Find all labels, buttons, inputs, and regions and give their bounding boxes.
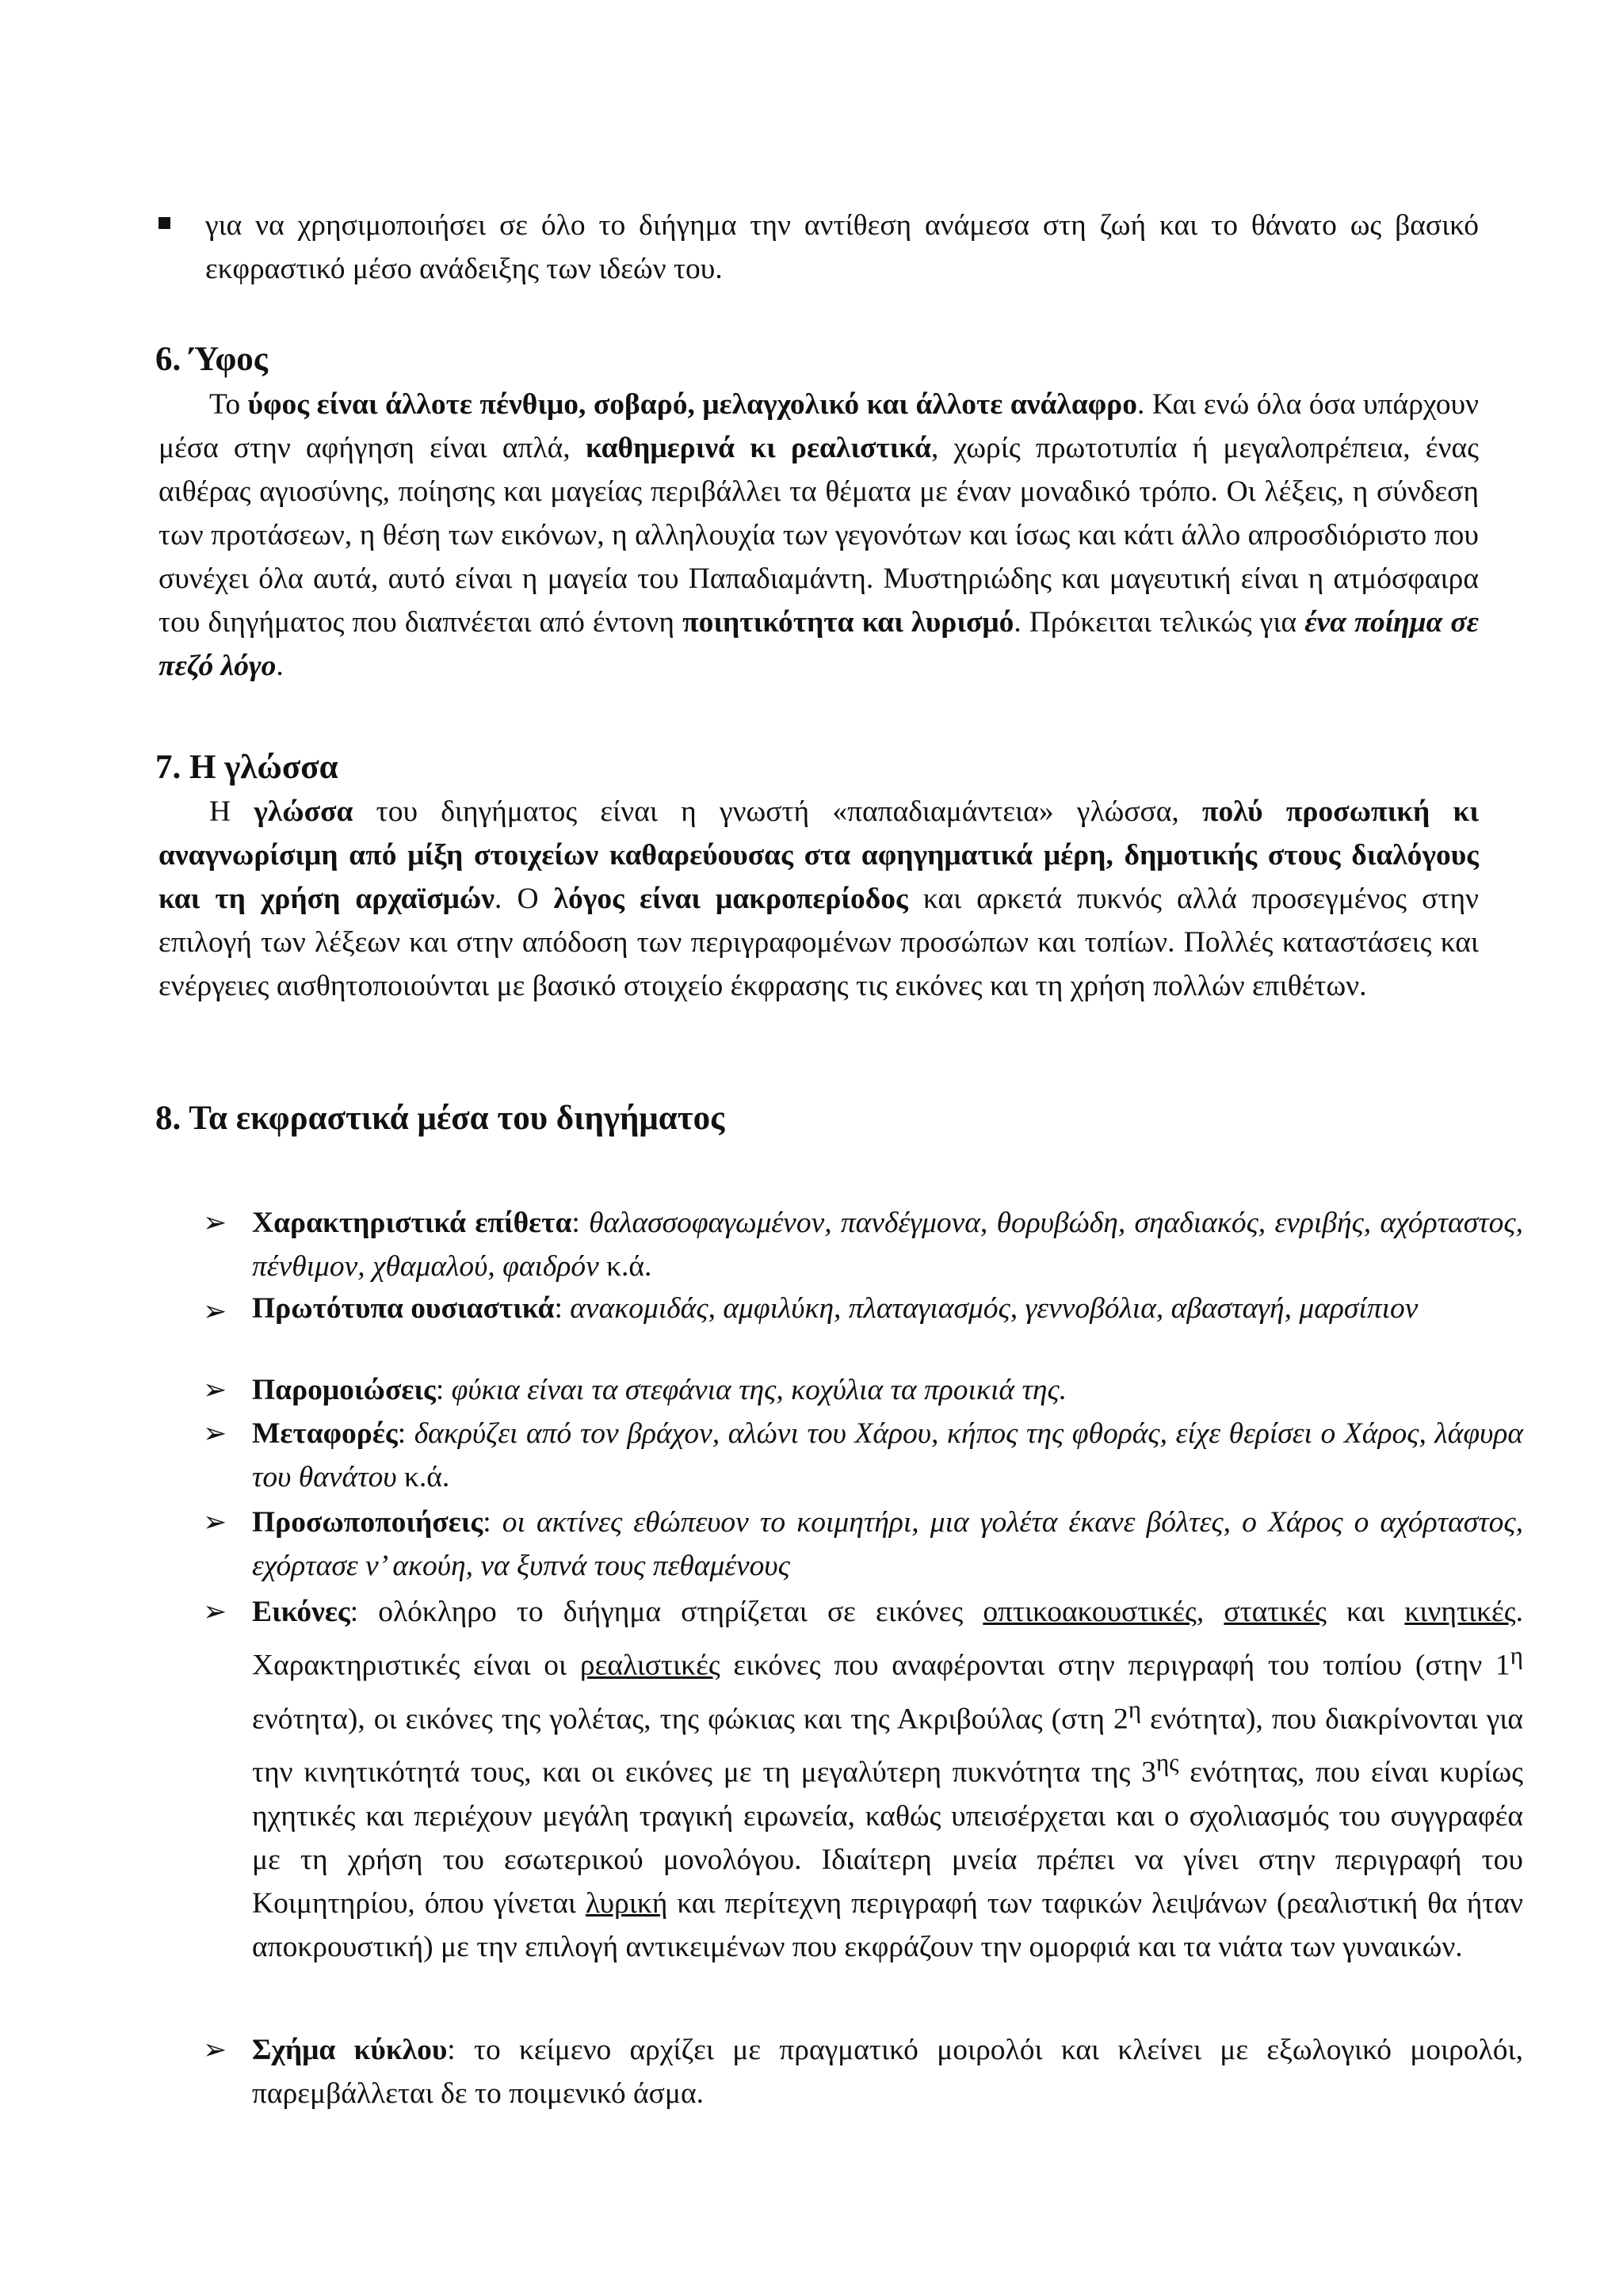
section-7-heading: 7. Η γλώσσα bbox=[155, 749, 338, 786]
top-bullet-item bbox=[158, 204, 1479, 299]
arrow-bullet-icon: ➢ bbox=[203, 1596, 227, 1628]
arrow-bullet-icon: ➢ bbox=[203, 1374, 227, 1406]
arrow-bullet-icon: ➢ bbox=[203, 1207, 227, 1239]
arrow-bullet-icon: ➢ bbox=[203, 1417, 227, 1450]
section-6-paragraph: Το ύφος είναι άλλοτε πένθιμο, σοβαρό, μελαγχολικό και άλλοτε ανάλαφρο. Και ενώ όλα όσα υπάρχουν μέσα στην αφήγηση είναι απλά, καθημερινά κι ρεαλιστικά, χωρίς πρωτοτυπία ή μεγαλοπρέπεια, ένας αιθέρας αγιοσύνης, ποίησης και μαγείας περιβάλλει τα θέματα με έναν μοναδικό τρόπο. Οι λέξεις, η σύνδεση των προτάσεων, η θέση των εικόνων, η αλληλουχία των γεγονότων και ίσως και κάτι άλλο απροσδιόριστο που συνέχει όλα αυτά, αυτό είναι η μαγεία του Παπαδιαμάντη. Μυστηριώδης και μαγευτική είναι η ατμόσφαιρα του διηγήματος που διαπνέεται από έντονη ποιητικότητα και λυρισμό. Πρόκειται τελικώς για ένα ποίημα σε πεζό λόγο. bbox=[158, 388, 1479, 682]
square-bullet-icon bbox=[158, 217, 170, 229]
arrow-bullet-icon: ➢ bbox=[203, 1506, 227, 1539]
section-7-paragraph: Η γλώσσα του διηγήματος είναι η γνωστή «παπαδιαμάντεια» γλώσσα, πολύ προσωπική κι αναγνωρίσιμη από μίξη στοιχείων καθαρεύουσας στα αφηγηματικά μέρη, δημοτικής στους διαλόγους και τη χρήση αρχαϊσμών. Ο λόγος είναι μακροπερίοδος και αρκετά πυκνός αλλά προσεγμένος στην επιλογή των λέξεων και στην απόδοση των περιγραφομένων προσώπων και τοπίων. Πολλές καταστάσεις και ενέργειες αισθητοποιούνται με βασικό στοιχείο έκφρασης τις εικόνες και τη χρήση πολλών επιθέτων. bbox=[158, 795, 1480, 1002]
section-6-heading: 6. Ύφος bbox=[155, 341, 268, 378]
arrow-bullet-icon: ➢ bbox=[203, 1295, 227, 1328]
document-page: για να χρησιμοποιήσει σε όλο το διήγημα την αντίθεση ανάμεσα στη ζωή και το θάνατο ως βασικό εκφραστικό μέσο ανάδειξης των ιδεών του. 6. Ύφος Το ύφος είναι άλλοτε πένθιμο, σοβαρό, μελαγχολικό και άλλοτε ανάλαφρο. Και ενώ όλα όσα υπάρχουν μέσα στην αφήγηση είναι απλά, καθημερινά κι ρεαλιστικά, χωρίς πρωτοτυπία ή μεγαλοπρέπεια, ένας αιθέρας αγιοσύνης, ποίησης και μαγείας περιβάλλει τα θέματα με έναν μοναδικό τρόπο. Οι λέξεις, η σύνδεση των προτάσεων, η θέση των εικόνων, η αλληλουχία των γεγονότων και ίσως και κάτι άλλο απροσδιόριστο που συνέχει όλα αυτά, αυτό είναι η μαγεία του Παπαδιαμάντη. Μυστηριώδης και μαγευτική είναι η ατμόσφαιρα του διηγήματος που διαπνέεται από έντονη ποιητικότητα και λυρισμό. Πρόκειται τελικώς για ένα ποίημα σε πεζό λόγο. 7. Η γλώσσα Η γλώσσα του διηγήματος είναι η γνωστή «παπαδιαμάντεια» γλώσσα, πολύ προσωπική κι αναγνωρίσιμη από μίξη στοιχείων καθαρεύουσας στα αφηγηματικά μέρη, δημοτικής στους διαλόγους και τη χρήση αρχαϊσμών. Ο λόγος είναι μακροπερίοδος και αρκετά πυκνός αλλά προσεγμένος στην επιλογή των λέξεων και στην απόδοση των περιγραφομένων προσώπων και τοπίων. Πολλές καταστάσεις και ενέργειες αισθητοποιούνται με βασικό στοιχείο έκφρασης τις εικόνες και τη χρήση πολλών επιθέτων. 8. Τα εκφραστικά μέσα του διηγήματος ➢ Χαρακτηριστικά επίθετα: θαλασσοφαγωμένον, πανδέγμονα, θορυβώδη, σηαδιακός, ενριβής, αχόρταστος, πένθιμον, χθαμαλού, φαιδρόν κ.ά. ➢ Πρωτότυπα ουσιαστικά: ανακομιδάς, αμφιλύκη, πλαταγιασμός, γεννοβόλια, αβασταγή, μαρσίπιον ➢ Παρομοιώσεις: φύκια είναι τα στεφάνια της, κοχύλια τα προικιά της. ➢ Μεταφορές: δακρύζει από τον βράχον, αλώνι του Χάρου, κήπος της φθοράς, είχε θερίσει ο Χάρος, λάφυρα του θανάτου κ.ά. ➢ Προσωποποιήσεις: οι ακτίνες εθώπευον το κοιμητήρι, μια γολέτα έκανε βόλτες, ο Χάρος ο αχόρταστος, εχόρτασε ν’ ακούη, να ξυπνά τους πεθαμένους ➢ Εικόνες: ολόκληρο το διήγημα στηρίζεται σε εικόνες οπτικοακουστικές, στατικές και κινητικές. Χαρακτηριστικές είναι οι ρεαλιστικές εικόνες που αναφέρονται στην περιγραφή του τοπίου (στην $1^\eta$ ενότητα), οι εικόνες της γολέτας, της φώκιας και της Ακριβούλας (στη $2^\eta$ ενότητα), που διακρίνονται για την κινητικότητά τους, και οι εικόνες με τη μεγαλύτερη πυκνότητα της $3^{\eta\varsigma}$ ενότητας, που είναι κυρίως ηχητικές και περιέχουν μεγάλη τραγική ειρωνεία, καθώς υπεισέρχεται και ο σχολιασμός του συγγραφέα με τη χρήση του εσωτερικού μονολόγου. Ιδιαίτερη μνεία πρέπει να γίνει στην περιγραφή του Κοιμητηρίου, όπου γίνεται λυρική και περίτεχνη περιγραφή των ταφικών λειψάνων (ρεαλιστική θα ήταν αποκρουστική) με την επιλογή αντικειμένων που εκφράζουν την ομορφιά και τα νιάτα των γυναικών. ➢ Σχήμα κύκλου: το κείμενο αρχίζει με πραγματικό μοιρολόι και κλείνει με εξωλογικό μοιρολόι, παρεμβάλλεται δε το ποιμενικό άσμα. bbox=[0, 0, 1623, 2296]
arrow-bullet-icon: ➢ bbox=[203, 2034, 227, 2066]
top-bullet-text: για να χρησιμοποιήσει σε όλο το διήγημα την αντίθεση ανάμεσα στη ζωή και το θάνατο ως βασικό εκφραστικό μέσο ανάδειξης των ιδεών του. bbox=[205, 209, 1479, 285]
section-8-heading: 8. Τα εκφραστικά μέσα του διηγήματος bbox=[155, 1100, 725, 1137]
